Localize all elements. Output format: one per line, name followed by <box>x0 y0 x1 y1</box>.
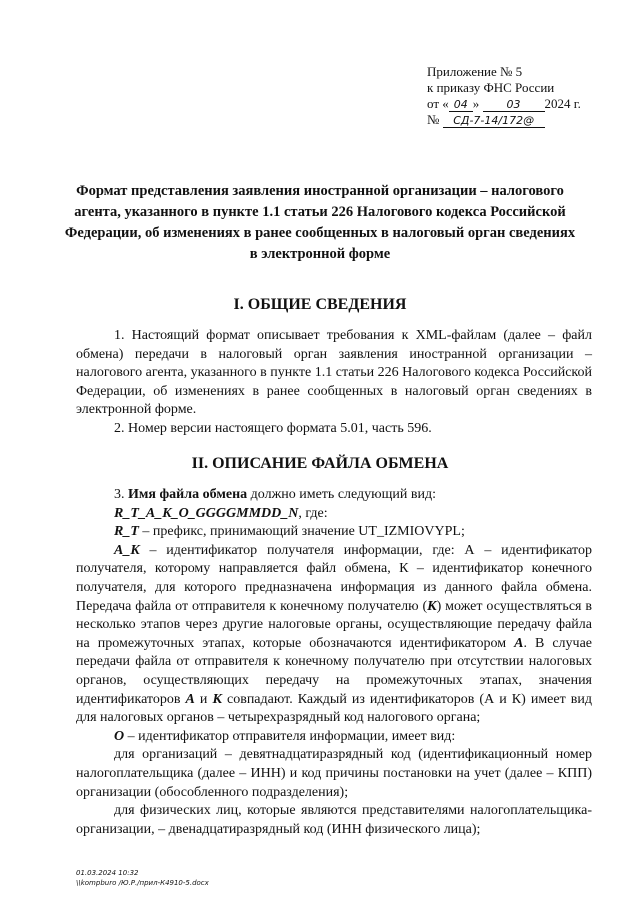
date-mid: » <box>472 96 480 111</box>
appendix-line-1: Приложение № 5 <box>427 64 523 79</box>
ak-text-4: совпадают. Каждый из идентификаторов (А и К) имеет вид для налоговых органов – четырехразрядный код налогового органа; <box>76 691 592 726</box>
date-day: 04 <box>449 98 473 112</box>
footer <box>76 868 209 888</box>
appendix-block <box>427 64 581 128</box>
document-title: Формат представления заявления иностранной организации – налогового агента, указанного в пункте 1.1 статьи 226 Налогового кодекса Российской Федерации, об изменениях в ранее сообщенных в налоговый орган сведениях в электронной форме <box>64 183 576 262</box>
o-individuals: для физических лиц, которые являются представителями налогоплательщика-организации, – двенадцатиразрядный код (ИНН физического лица); <box>76 803 592 837</box>
order-number: СД-7-14/172@ <box>443 114 545 128</box>
number-prefix: № <box>427 112 440 127</box>
rt-term: R_T <box>114 524 139 540</box>
paragraph-1: 1. Настоящий формат описывает требования к XML-файлам (далее – файл обмена) передачи в налоговый орган заявления иностранной организации – налогового агента, указанного в пункте 1.1 статьи 226 Налогового кодекса Российской Федерации, об изменениях в ранее сообщенных в налоговый орган сведениях в электронной форме. <box>76 328 592 418</box>
date-prefix: от « <box>427 96 449 111</box>
section-1-heading: I. ОБЩИЕ СВЕДЕНИЯ <box>233 296 407 313</box>
filename-pattern-line <box>76 505 592 524</box>
o-definition <box>76 728 592 747</box>
ak-a1: А <box>514 635 524 651</box>
appendix-line-2: к приказу ФНС России <box>427 80 555 95</box>
ak-text-2: ) может осуществляться в несколько этапов через другие налоговые органы, осуществляющие передачу файла на промежуточных этапах, которые обозначаются идентификатором <box>76 598 592 651</box>
footer-filepath: \\kompburo /Ю.Р./прил-К4910-5.docx <box>76 879 209 887</box>
p3-bold-term: Имя файла обмена <box>128 487 248 502</box>
o-term: O <box>114 728 125 744</box>
section-2-heading: II. ОПИСАНИЕ ФАЙЛА ОБМЕНА <box>191 455 449 472</box>
rt-text: – префикс, принимающий значение UT_IZMIOVYPL; <box>138 524 465 540</box>
ak-term: A_K <box>114 542 140 558</box>
ak-k2: К <box>212 691 222 707</box>
paragraph-3 <box>76 486 592 505</box>
appendix-number-line <box>427 112 581 128</box>
section-2-body <box>76 486 592 839</box>
p3-number: 3. <box>114 487 128 502</box>
p3-rest: должно иметь следующий вид: <box>247 487 437 502</box>
ak-k1: К <box>427 598 437 614</box>
filename-suffix: , где: <box>298 505 328 521</box>
footer-timestamp: 01.03.2024 10:32 <box>76 869 139 877</box>
ak-text-1: – идентификатор получателя информации, где: А – идентификатор получателя, которому направляется файл обмена, К – идентификатор конечного получателя, для которого предназначена информация из данного файла обмена. Передача файла от отправителя к конечному получателю ( <box>76 542 592 614</box>
o-text: – идентификатор отправителя информации, имеет вид: <box>124 728 456 744</box>
paragraph-2: 2. Номер версии настоящего формата 5.01, часть 596. <box>114 420 432 436</box>
ak-text-3: . В случае передачи файла от отправителя к конечному получателю при отсутствии налоговых органов, осуществляющих передачу на промежуточных этапах, значения идентификаторов <box>76 635 592 707</box>
o-organizations: для организаций – девятнадцатиразрядный код (идентификационный номер налогоплательщика (далее – ИНН) и код причины постановки на учет (далее – КПП) организации (обособленного подразделения); <box>76 747 592 800</box>
ak-a2: А <box>185 691 195 707</box>
ak-definition <box>76 542 592 728</box>
date-year: 2024 г. <box>544 96 581 111</box>
rt-definition <box>76 523 592 542</box>
ak-and: и <box>194 691 213 707</box>
appendix-date-line <box>427 96 581 112</box>
date-month: 03 <box>483 98 545 112</box>
filename-pattern: R_T_A_K_O_GGGGMMDD_N <box>114 505 299 521</box>
section-1-body <box>76 327 592 439</box>
